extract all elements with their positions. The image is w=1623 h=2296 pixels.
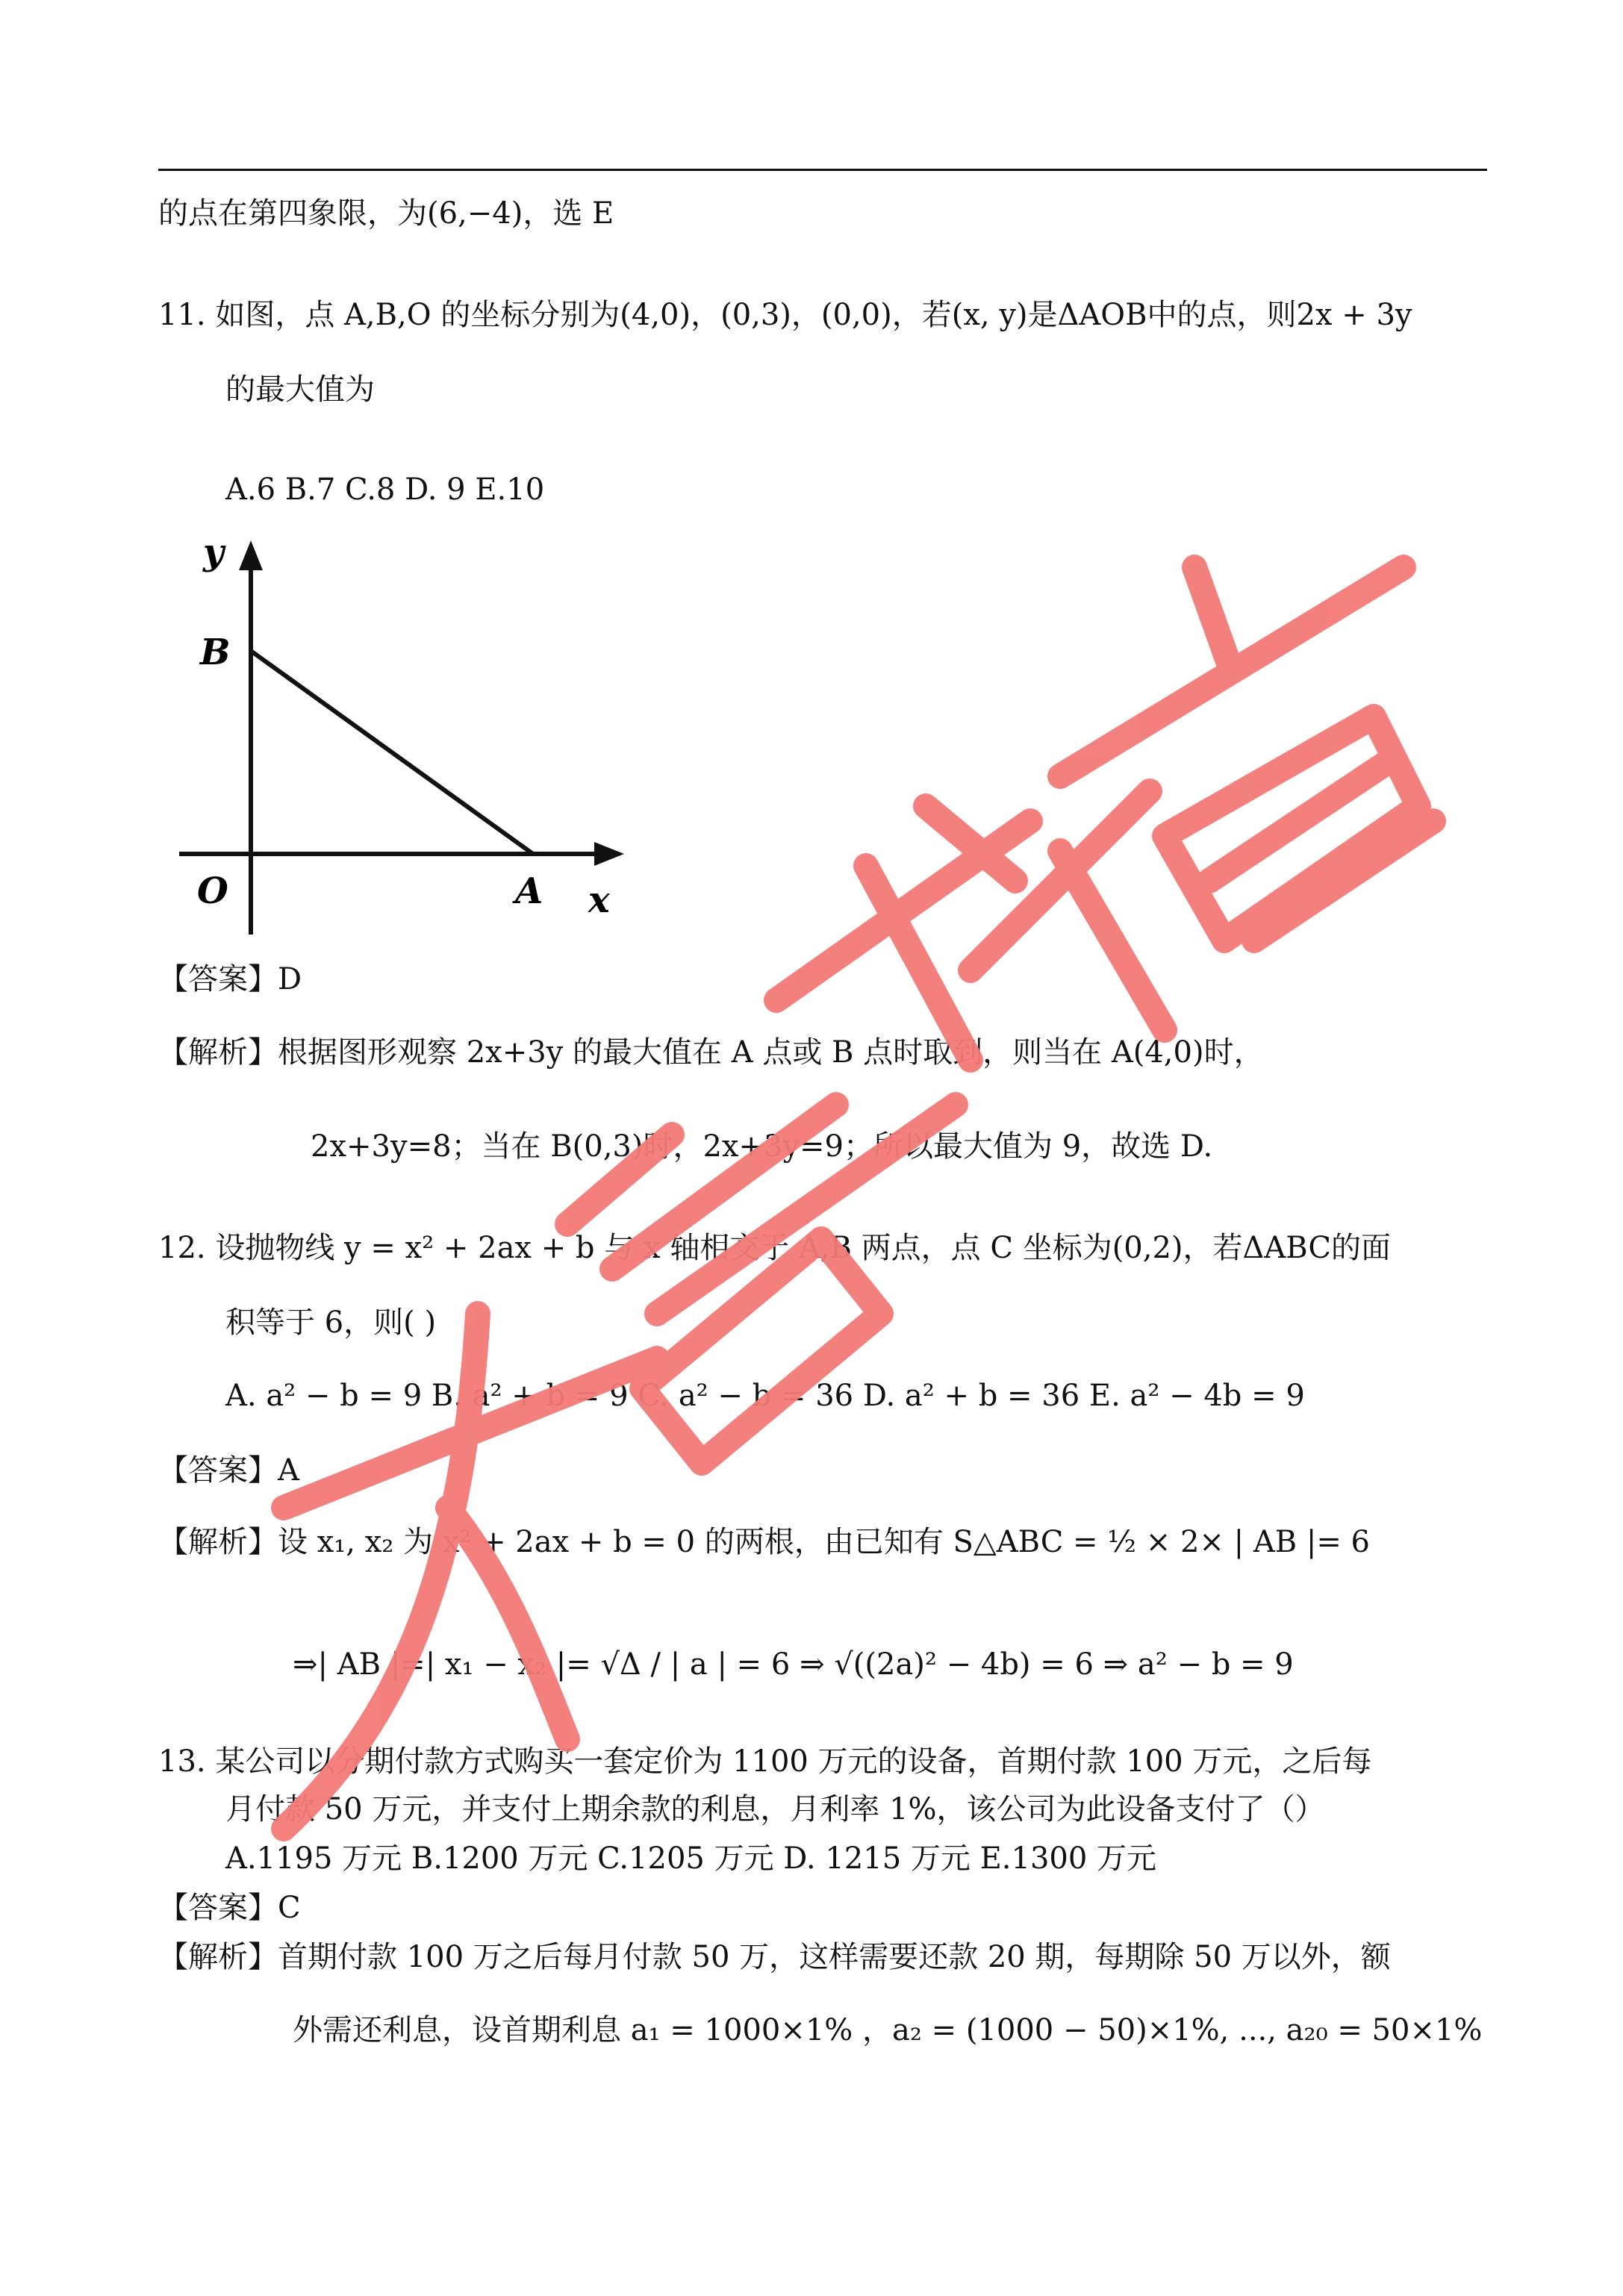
q11-stem-line2: 的最大值为 [225,372,375,407]
triangle-diagram [164,531,642,949]
q11-triangle-figure [164,531,642,949]
q11-answer: 【答案】D [158,962,302,996]
label-y: y [203,531,224,573]
label-o: O [197,870,228,912]
watermark-stroke [926,806,1015,881]
q12-stem-line2: 积等于 6，则( ) [225,1305,437,1340]
q12-options: A. a² − b = 9 B. a² + b = 9 C. a² − b = 36 D. a² + b = 36 E. a² − 4b = 9 [225,1379,1305,1413]
watermark-stroke [1209,761,1389,881]
watermark-stroke [776,821,1030,1000]
q11-stem-line1: 11. 如图，点 A,B,O 的坐标分别为(4,0)，(0,3)，(0,0)，若(x, y)是ΔAOB中的点，则2x + 3y [158,298,1412,332]
q12-analysis-line2: ⇒| AB |=| x₁ − x₂ |= √Δ / | a | = 6 ⇒ √((2a)² − 4b) = 6 ⇒ a² − b = 9 [293,1647,1294,1682]
label-x: x [588,879,610,921]
watermark-stroke [971,791,1150,970]
q12-analysis-line1: 【解析】设 x₁, x₂ 为 x² + 2ax + b = 0 的两根，由已知有 S△ABC = ½ × 2× | AB |= 6 [158,1525,1371,1559]
watermark-stroke [1194,567,1232,672]
watermark-stroke [1060,851,1165,1030]
y-axis-arrow [239,540,263,570]
label-b: B [200,631,231,673]
label-a: A [515,870,543,912]
q11-analysis-line2: 2x+3y=8；当在 B(0,3)时，2x+3y=9；所以最大值为 9，故选 D. [311,1129,1213,1164]
q11-options: A.6 B.7 C.8 D. 9 E.10 [225,472,545,507]
header-rule [158,169,1487,171]
q13-answer: 【答案】C [158,1891,301,1925]
continuation-line: 的点在第四象限，为(6,−4)，选 E [158,196,614,231]
x-axis-arrow [594,842,624,866]
q11-analysis-line1: 【解析】根据图形观察 2x+3y 的最大值在 A 点或 B 点时取到，则当在 A(4,0)时， [158,1035,1264,1070]
q13-stem-line2: 月付款 50 万元，并支付上期余款的利息，月利率 1%，该公司为此设备支付了（） [225,1792,1325,1826]
watermark-stroke [1060,567,1404,776]
q13-analysis-line2: 外需还利息，设首期利息 a₁ = 1000×1% ，a₂ = (1000 − 50)×1%, ..., a₂₀ = 50×1% [293,2013,1483,2047]
q12-answer: 【答案】A [158,1453,299,1488]
q13-options: A.1195 万元 B.1200 万元 C.1205 万元 D. 1215 万元 E.1300 万元 [225,1841,1157,1876]
watermark-stroke [642,1239,881,1463]
watermark-stroke [1165,717,1418,940]
q12-stem-line1: 12. 设抛物线 y = x² + 2ax + b 与 x 轴相交于 A,B 两点，点 C 坐标为(0,2)，若ΔABC的面 [158,1231,1392,1265]
q13-analysis-line1: 【解析】首期付款 100 万之后每月付款 50 万，这样需要还款 20 期，每期除 50 万以外，额 [158,1940,1391,1974]
q13-stem-line1: 13. 某公司以分期付款方式购买一套定价为 1100 万元的设备，首期付款 100 万元，之后每 [158,1744,1372,1779]
watermark-stroke [1254,821,1433,940]
watermark-stroke [866,866,971,1060]
segment-ab [251,651,533,854]
